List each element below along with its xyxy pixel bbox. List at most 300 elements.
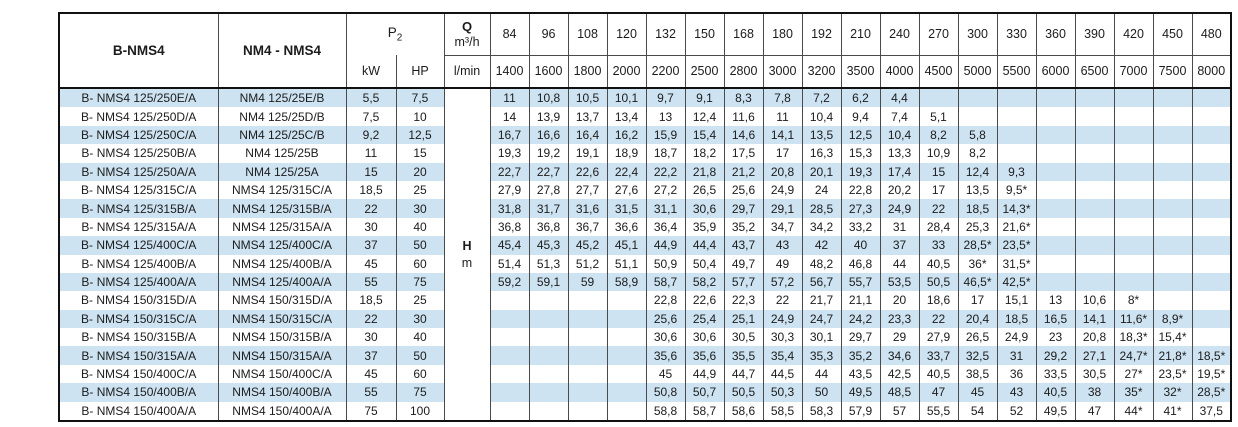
head-value-cell: 10,4 (802, 107, 841, 125)
model-b-cell: B- NMS4 125/250E/A (59, 88, 218, 107)
head-value-cell: 29,2 (1036, 346, 1075, 364)
head-value-cell: 22 (919, 310, 958, 328)
head-value-cell: 13 (1036, 291, 1075, 309)
head-value-cell: 55,7 (841, 273, 880, 291)
head-value-cell: 21,2 (724, 163, 763, 181)
head-value-cell (568, 365, 607, 383)
head-value-cell: 20,8 (1075, 328, 1114, 346)
head-value-cell: 57,7 (724, 273, 763, 291)
hp-cell: 60 (396, 255, 444, 273)
hp-cell: 60 (396, 365, 444, 383)
flow-lmin-header: 4000 (880, 55, 919, 88)
kw-cell: 22 (346, 310, 396, 328)
head-value-cell: 8,9* (1153, 310, 1192, 328)
head-value-cell: 35,6 (646, 346, 685, 364)
hp-cell: 25 (396, 181, 444, 199)
head-value-cell (1114, 163, 1153, 181)
head-value-cell: 22,4 (607, 163, 646, 181)
head-value-cell: 21,1 (841, 291, 880, 309)
model-b-cell: B- NMS4 150/400A/A (59, 402, 218, 421)
head-value-cell: 32,5 (958, 346, 997, 364)
hp-cell: 40 (396, 328, 444, 346)
p2-symbol: P (387, 25, 397, 41)
head-value-cell: 7,2 (802, 88, 841, 107)
head-value-cell: 50,8 (646, 383, 685, 401)
flow-lmin-header: 5500 (997, 55, 1036, 88)
head-value-cell: 29,7 (724, 199, 763, 217)
head-value-cell: 58,5 (763, 402, 802, 421)
head-value-cell: 51,2 (568, 255, 607, 273)
head-value-cell: 22 (919, 199, 958, 217)
head-value-cell: 35,4 (763, 346, 802, 364)
kw-cell: 5,5 (346, 88, 396, 107)
head-value-cell: 13 (646, 107, 685, 125)
model-n-cell: NMS4 150/400A/A (218, 402, 346, 421)
head-value-cell: 11,6 (724, 107, 763, 125)
head-value-cell (1153, 181, 1192, 199)
head-value-cell: 6,2 (841, 88, 880, 107)
head-value-cell: 16,7 (490, 126, 529, 144)
head-value-cell: 35,2 (841, 346, 880, 364)
head-value-cell: 15,3 (841, 144, 880, 162)
kw-cell: 18,5 (346, 181, 396, 199)
col-header-lmin: l/min (444, 55, 490, 88)
head-value-cell: 43 (763, 236, 802, 254)
hp-cell: 100 (396, 402, 444, 421)
flow-m3h-header: 150 (685, 13, 724, 55)
head-value-cell: 12,4 (685, 107, 724, 125)
head-value-cell (529, 310, 568, 328)
head-value-cell (1153, 218, 1192, 236)
head-value-cell (997, 107, 1036, 125)
head-value-cell: 40,5 (1036, 383, 1075, 401)
table-row (59, 273, 1231, 291)
head-value-cell: 49,7 (724, 255, 763, 273)
head-value-cell (1036, 126, 1075, 144)
kw-cell: 45 (346, 255, 396, 273)
flow-m3h-header: 210 (841, 13, 880, 55)
model-n-cell: NMS4 150/315A/A (218, 346, 346, 364)
head-value-cell: 23,3 (880, 310, 919, 328)
head-value-cell (568, 383, 607, 401)
model-b-cell: B- NMS4 150/315B/A (59, 328, 218, 346)
head-value-cell: 22,8 (646, 291, 685, 309)
head-value-cell: 24,9 (880, 199, 919, 217)
model-b-cell: B- NMS4 125/250B/A (59, 144, 218, 162)
flow-lmin-header: 4500 (919, 55, 958, 88)
head-value-cell: 11,6* (1114, 310, 1153, 328)
head-value-cell (490, 291, 529, 309)
head-value-cell: 15,4 (685, 126, 724, 144)
flow-lmin-header: 5000 (958, 55, 997, 88)
head-value-cell: 8,2 (958, 144, 997, 162)
head-value-cell (1153, 88, 1192, 107)
head-value-cell: 48,5 (880, 383, 919, 401)
head-value-cell: 45,1 (607, 236, 646, 254)
head-value-cell: 43 (997, 383, 1036, 401)
head-value-cell: 15 (919, 163, 958, 181)
head-value-cell: 4,4 (880, 88, 919, 107)
head-value-cell: 10,5 (568, 88, 607, 107)
head-value-cell: 44,5 (763, 365, 802, 383)
model-n-cell: NM4 125/25B (218, 144, 346, 162)
head-value-cell: 31,6 (568, 199, 607, 217)
kw-cell: 37 (346, 236, 396, 254)
head-value-cell: 19,1 (568, 144, 607, 162)
flow-m3h-header: 480 (1192, 13, 1231, 55)
head-value-cell: 14,3* (997, 199, 1036, 217)
flow-m3h-header: 180 (763, 13, 802, 55)
head-value-cell (1192, 181, 1231, 199)
head-value-cell: 57,2 (763, 273, 802, 291)
hp-cell: 40 (396, 218, 444, 236)
head-value-cell: 22,3 (724, 291, 763, 309)
head-value-cell: 40 (841, 236, 880, 254)
flow-lmin-header: 2200 (646, 55, 685, 88)
head-value-cell: 22,8 (841, 181, 880, 199)
kw-cell: 7,5 (346, 107, 396, 125)
flow-m3h-header: 330 (997, 13, 1036, 55)
head-value-cell (1036, 181, 1075, 199)
head-value-cell: 9,1 (685, 88, 724, 107)
model-n-cell: NMS4 150/315B/A (218, 328, 346, 346)
head-value-cell (1075, 273, 1114, 291)
head-value-cell (1192, 310, 1231, 328)
head-value-cell: 20 (880, 291, 919, 309)
head-value-cell: 28,4 (919, 218, 958, 236)
flow-m3h-header: 192 (802, 13, 841, 55)
head-value-cell: 51,3 (529, 255, 568, 273)
col-header-p2 (346, 13, 444, 55)
col-header-b-nms4: B-NMS4 (59, 13, 218, 88)
head-value-cell: 38 (1075, 383, 1114, 401)
head-value-cell: 13,4 (607, 107, 646, 125)
head-value-cell: 22,7 (490, 163, 529, 181)
head-value-cell: 31,5 (607, 199, 646, 217)
head-value-cell: 16,3 (802, 144, 841, 162)
flow-m3h-header: 240 (880, 13, 919, 55)
head-value-cell: 38,5 (958, 365, 997, 383)
head-value-cell: 24,7 (802, 310, 841, 328)
head-value-cell (607, 346, 646, 364)
head-value-cell: 5,1 (919, 107, 958, 125)
head-value-cell: 7,4 (880, 107, 919, 125)
head-value-cell: 16,4 (568, 126, 607, 144)
head-value-cell: 8* (1114, 291, 1153, 309)
flow-m3h-header: 96 (529, 13, 568, 55)
head-value-cell (1075, 144, 1114, 162)
head-value-cell: 44,7 (724, 365, 763, 383)
head-value-cell (1036, 273, 1075, 291)
head-value-cell: 21,8 (685, 163, 724, 181)
head-value-cell (490, 383, 529, 401)
head-value-cell: 35,9 (685, 218, 724, 236)
header-row-top (59, 13, 1231, 55)
head-value-cell: 36,6 (607, 218, 646, 236)
head-value-cell: 50,4 (685, 255, 724, 273)
head-value-cell (1036, 88, 1075, 107)
head-value-cell: 51,1 (607, 255, 646, 273)
col-header-q (444, 13, 490, 55)
head-value-cell: 44,4 (685, 236, 724, 254)
head-value-cell (529, 291, 568, 309)
head-value-cell: 33,5 (1036, 365, 1075, 383)
head-value-cell (1192, 107, 1231, 125)
head-value-cell (1075, 107, 1114, 125)
head-value-cell: 35,3 (802, 346, 841, 364)
model-b-cell: B- NMS4 125/315A/A (59, 218, 218, 236)
head-value-cell: 36,8 (490, 218, 529, 236)
kw-cell: 30 (346, 218, 396, 236)
head-value-cell: 33,7 (919, 346, 958, 364)
table-row (59, 310, 1231, 328)
head-value-cell: 32* (1153, 383, 1192, 401)
head-value-cell: 24,9 (763, 310, 802, 328)
head-value-cell: 28,5 (802, 199, 841, 217)
head-value-cell: 10,8 (529, 88, 568, 107)
hp-cell: 75 (396, 273, 444, 291)
head-value-cell (1075, 126, 1114, 144)
head-value-cell: 18,5 (958, 199, 997, 217)
head-value-cell: 22,6 (685, 291, 724, 309)
head-value-cell (1153, 199, 1192, 217)
hp-cell: 50 (396, 346, 444, 364)
model-b-cell: B- NMS4 150/400B/A (59, 383, 218, 401)
head-value-cell: 37 (880, 236, 919, 254)
head-value-cell: 43,7 (724, 236, 763, 254)
head-value-cell (1153, 255, 1192, 273)
head-value-cell: 34,2 (802, 218, 841, 236)
model-n-cell: NMS4 125/315B/A (218, 199, 346, 217)
model-n-cell: NM4 125/25D/B (218, 107, 346, 125)
head-value-cell: 25,1 (724, 310, 763, 328)
head-value-cell: 49,5 (841, 383, 880, 401)
head-value-cell: 9,7 (646, 88, 685, 107)
head-value-cell: 12,5 (841, 126, 880, 144)
head-value-cell (997, 126, 1036, 144)
flow-m3h-header: 84 (490, 13, 529, 55)
head-value-cell: 28,5* (1192, 383, 1231, 401)
head-value-cell (1075, 255, 1114, 273)
hp-cell: 10 (396, 107, 444, 125)
flow-lmin-header: 8000 (1192, 55, 1231, 88)
head-value-cell: 22,7 (529, 163, 568, 181)
head-value-cell (997, 88, 1036, 107)
head-value-cell: 36 (997, 365, 1036, 383)
head-value-cell (1192, 255, 1231, 273)
head-value-cell: 36* (958, 255, 997, 273)
head-value-cell: 18,5* (1192, 346, 1231, 364)
hp-cell: 50 (396, 236, 444, 254)
head-value-cell (568, 402, 607, 421)
head-value-cell: 23 (1036, 328, 1075, 346)
head-value-cell: 54 (958, 402, 997, 421)
kw-cell: 55 (346, 273, 396, 291)
head-value-cell: 52 (997, 402, 1036, 421)
kw-cell: 37 (346, 346, 396, 364)
head-value-cell (1153, 107, 1192, 125)
model-b-cell: B- NMS4 125/400C/A (59, 236, 218, 254)
table-row (59, 218, 1231, 236)
model-b-cell: B- NMS4 125/250C/A (59, 126, 218, 144)
head-value-cell: 31,5* (997, 255, 1036, 273)
head-value-cell: 27,9 (919, 328, 958, 346)
table-row (59, 291, 1231, 309)
head-value-cell: 48,2 (802, 255, 841, 273)
model-b-cell: B- NMS4 125/250A/A (59, 163, 218, 181)
flow-lmin-header: 6500 (1075, 55, 1114, 88)
head-value-cell: 57,9 (841, 402, 880, 421)
head-value-cell (1192, 88, 1231, 107)
head-value-cell (1114, 255, 1153, 273)
table-header (59, 13, 1231, 88)
head-value-cell (568, 346, 607, 364)
head-value-cell (529, 365, 568, 383)
model-n-cell: NMS4 150/315C/A (218, 310, 346, 328)
head-value-cell (529, 402, 568, 421)
head-value-cell: 30,3 (763, 328, 802, 346)
head-value-cell: 58,3 (802, 402, 841, 421)
head-value-cell: 45 (646, 365, 685, 383)
head-value-cell (1153, 144, 1192, 162)
head-value-cell: 45 (958, 383, 997, 401)
head-value-cell: 9,5* (997, 181, 1036, 199)
head-value-cell: 10,6 (1075, 291, 1114, 309)
head-value-cell: 14,6 (724, 126, 763, 144)
head-symbol: H (462, 239, 472, 254)
head-value-cell (607, 291, 646, 309)
head-value-cell: 17,5 (724, 144, 763, 162)
model-b-cell: B- NMS4 125/400B/A (59, 255, 218, 273)
head-value-cell: 27,1 (1075, 346, 1114, 364)
head-value-cell (1153, 236, 1192, 254)
flow-lmin-header: 2800 (724, 55, 763, 88)
head-value-cell: 18,2 (685, 144, 724, 162)
kw-cell: 45 (346, 365, 396, 383)
flow-lmin-header: 7500 (1153, 55, 1192, 88)
head-value-cell (1036, 236, 1075, 254)
head-value-cell: 30,5 (1075, 365, 1114, 383)
head-value-cell (1192, 144, 1231, 162)
col-header-kw: kW (346, 55, 396, 88)
model-b-cell: B- NMS4 125/315C/A (59, 181, 218, 199)
head-value-cell: 36,4 (646, 218, 685, 236)
head-value-cell: 59,1 (529, 273, 568, 291)
head-value-cell (1192, 163, 1231, 181)
head-value-cell: 29 (880, 328, 919, 346)
table-row (59, 88, 1231, 107)
flow-lmin-header: 3500 (841, 55, 880, 88)
head-value-cell (1075, 199, 1114, 217)
head-value-cell: 41* (1153, 402, 1192, 421)
head-value-cell (607, 310, 646, 328)
head-value-cell: 21,8* (1153, 346, 1192, 364)
head-value-cell: 33,2 (841, 218, 880, 236)
head-value-cell: 42,5* (997, 273, 1036, 291)
head-value-cell: 24,9 (997, 328, 1036, 346)
head-value-cell: 15,1 (997, 291, 1036, 309)
head-value-cell: 14,1 (1075, 310, 1114, 328)
head-value-cell (1114, 144, 1153, 162)
head-value-cell: 30,1 (802, 328, 841, 346)
head-value-cell (1114, 181, 1153, 199)
flow-m3h-header: 420 (1114, 13, 1153, 55)
head-value-cell: 31,1 (646, 199, 685, 217)
hp-cell: 25 (396, 291, 444, 309)
head-value-cell: 18,7 (646, 144, 685, 162)
head-value-cell: 27,7 (568, 181, 607, 199)
col-header-nm4-nms4: NM4 - NMS4 (218, 13, 346, 88)
flow-lmin-header: 3200 (802, 55, 841, 88)
model-n-cell: NMS4 125/400C/A (218, 236, 346, 254)
table-row (59, 199, 1231, 217)
head-value-cell: 23,5* (1153, 365, 1192, 383)
flow-lmin-header: 6000 (1036, 55, 1075, 88)
head-value-cell: 30,5 (724, 328, 763, 346)
head-value-cell (1114, 126, 1153, 144)
head-unit: m (461, 255, 473, 270)
model-b-cell: B- NMS4 125/250D/A (59, 107, 218, 125)
head-value-cell: 13,5 (958, 181, 997, 199)
head-value-cell: 21,6* (997, 218, 1036, 236)
head-value-cell: 22,6 (568, 163, 607, 181)
head-value-cell: 37,5 (1192, 402, 1231, 421)
head-value-cell: 45,3 (529, 236, 568, 254)
head-value-cell: 58,8 (646, 402, 685, 421)
head-value-cell (1114, 199, 1153, 217)
head-value-cell: 35,2 (724, 218, 763, 236)
model-b-cell: B- NMS4 150/315A/A (59, 346, 218, 364)
head-value-cell: 24,2 (841, 310, 880, 328)
head-value-cell: 35,5 (724, 346, 763, 364)
head-value-cell: 28,5* (958, 236, 997, 254)
flow-m3h-header: 450 (1153, 13, 1192, 55)
head-value-cell: 20,4 (958, 310, 997, 328)
head-value-cell (1153, 163, 1192, 181)
head-value-cell (997, 144, 1036, 162)
model-b-cell: B- NMS4 150/315C/A (59, 310, 218, 328)
head-value-cell: 47 (919, 383, 958, 401)
head-value-cell: 8,3 (724, 88, 763, 107)
head-value-cell: 9,3 (997, 163, 1036, 181)
head-value-cell: 50,9 (646, 255, 685, 273)
head-value-cell: 12,4 (958, 163, 997, 181)
flow-lmin-header: 1800 (568, 55, 607, 88)
hp-cell: 75 (396, 383, 444, 401)
head-value-cell (529, 346, 568, 364)
kw-cell: 9,2 (346, 126, 396, 144)
head-value-cell: 34,7 (763, 218, 802, 236)
head-value-cell: 24 (802, 181, 841, 199)
head-value-cell: 30,6 (685, 199, 724, 217)
head-value-cell: 26,5 (958, 328, 997, 346)
head-value-cell: 58,9 (607, 273, 646, 291)
table-row (59, 181, 1231, 199)
head-value-cell: 14 (490, 107, 529, 125)
head-value-cell: 50,7 (685, 383, 724, 401)
head-value-cell (1114, 107, 1153, 125)
head-value-cell (958, 107, 997, 125)
head-value-cell: 53,5 (880, 273, 919, 291)
table-row (59, 255, 1231, 273)
flow-lmin-header: 2000 (607, 55, 646, 88)
head-value-cell: 44 (802, 365, 841, 383)
head-value-cell: 22 (763, 291, 802, 309)
table-row (59, 126, 1231, 144)
table-row (59, 107, 1231, 125)
kw-cell: 22 (346, 199, 396, 217)
head-value-cell: 55,5 (919, 402, 958, 421)
